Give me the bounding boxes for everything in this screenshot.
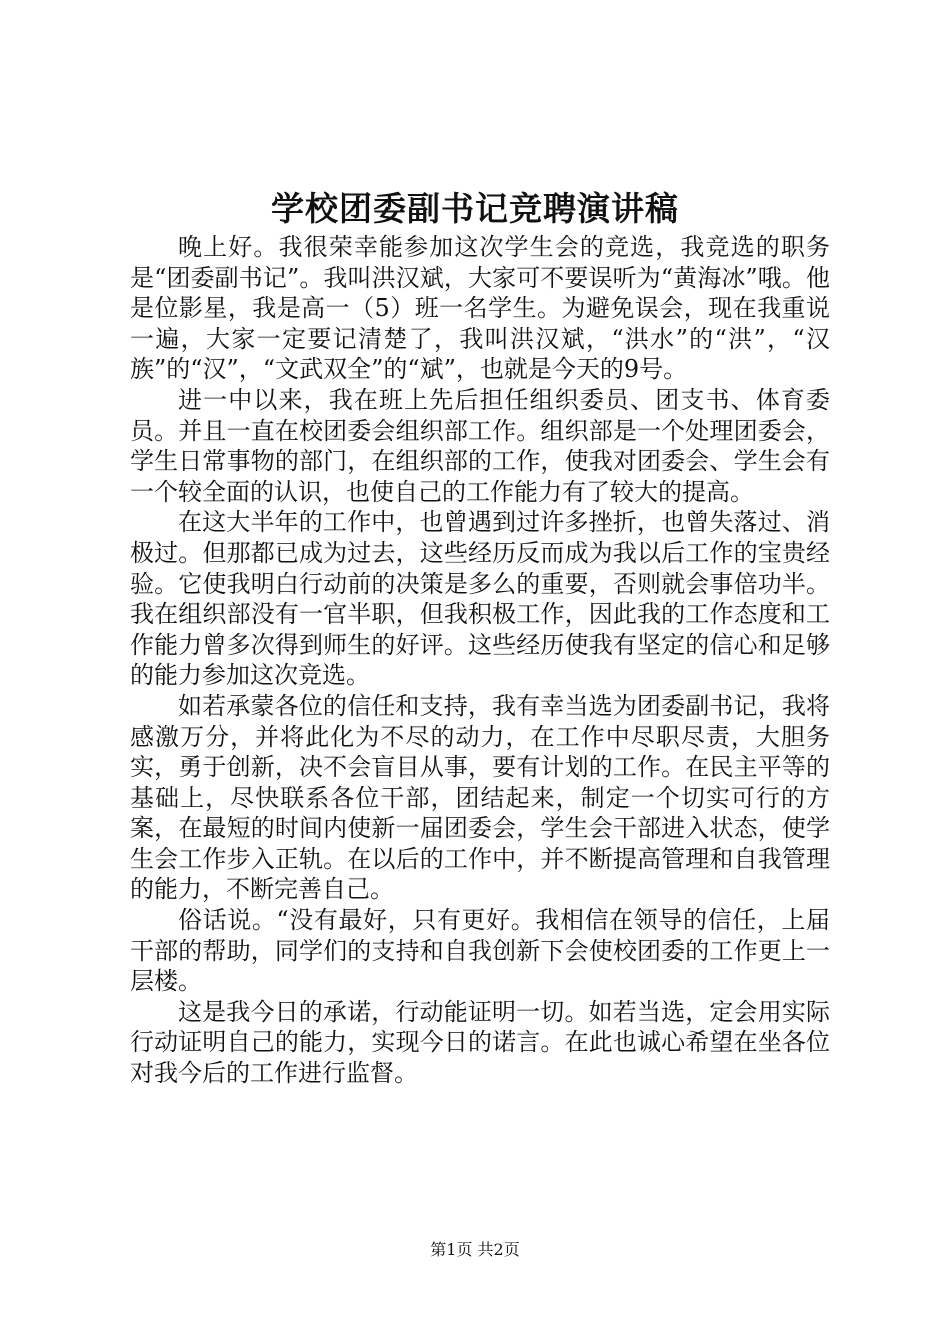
document-body <box>130 232 830 1089</box>
paragraph-setbacks: 在这大半年的工作中，也曾遇到过许多挫折，也曾失落过、消极过。但那都已成为过去，这些经历反而成为我以后工作的宝贵经验。它使我明白行动前的决策是多么的重要，否则就会事倍功半。我在组织部没有一官半职，但我积极工作，因此我的工作态度和工作能力曾多次得到师生的好评。这些经历使我有坚定的信心和足够的能力参加这次竞选。 <box>130 508 830 690</box>
paragraph-closing: 这是我今日的承诺，行动能证明一切。如若当选，定会用实际行动证明自己的能力，实现今日的诺言。在此也诚心希望在坐各位对我今后的工作进行监督。 <box>130 997 830 1088</box>
paragraph-saying: 俗话说。“没有最好，只有更好。我相信在领导的信任，上届干部的帮助，同学们的支持和自我创新下会使校团委的工作更上一层楼。 <box>130 906 830 996</box>
paragraph-commitment: 如若承蒙各位的信任和支持，我有幸当选为团委副书记，我将感激万分，并将此化为不尽的动力，在工作中尽职尽责，大胆务实，勇于创新，决不会盲目从事，要有计划的工作。在民主平等的基础上，尽快联系各位干部，团结起来，制定一个切实可行的方案，在最短的时间内使新一届团委会，学生会干部进入状态，使学生会工作步入正轨。在以后的工作中，并不断提高管理和自我管理的能力，不断完善自己。 <box>130 691 830 904</box>
document-title: 学校团委副书记竞聘演讲稿 <box>271 189 679 228</box>
page-number-footer: 第1页 共2页 <box>430 1240 520 1259</box>
paragraph-greeting: 晚上好。我很荣幸能参加这次学生会的竞选，我竞选的职务是“团委副书记”。我叫洪汉斌，大家可不要误听为“黄海冰”哦。他是位影星，我是高一（5）班一名学生。为避免误会，现在我重说一遍，大家一定要记清楚了，我叫洪汉斌，“洪水”的“洪”，“汉族”的“汉”，“文武双全”的“斌”，也就是今天的9号。 <box>130 233 830 384</box>
paragraph-experience: 进一中以来，我在班上先后担任组织委员、团支书、体育委员。并且一直在校团委会组织部工作。组织部是一个处理团委会，学生日常事物的部门，在组织部的工作，使我对团委会、学生会有一个较全面的认识，也使自己的工作能力有了较大的提高。 <box>130 385 830 506</box>
